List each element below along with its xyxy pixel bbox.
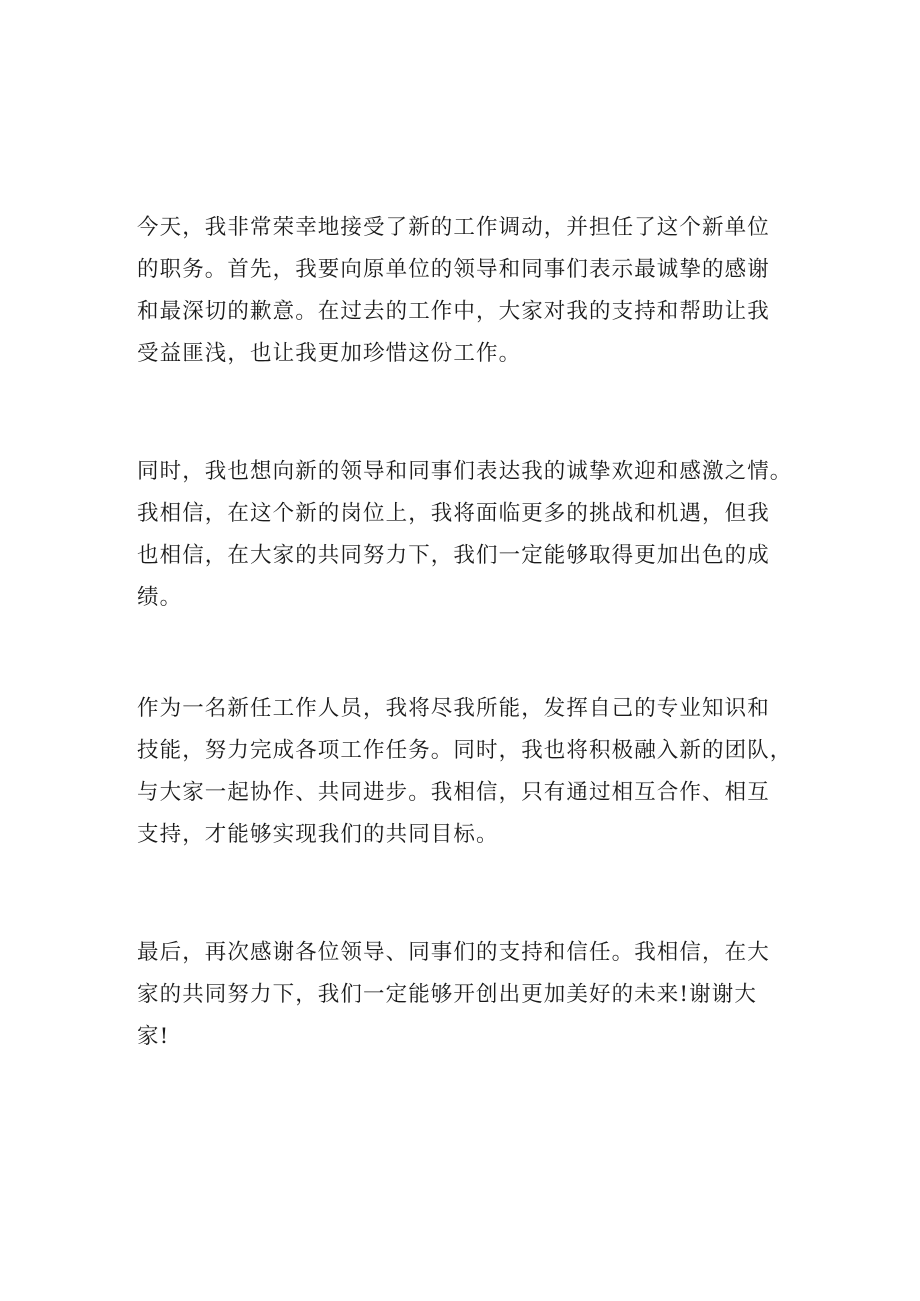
paragraph-line: 家!: [137, 1024, 170, 1049]
paragraph-line: 同时，我也想向新的领导和同事们表达我的诚挚欢迎和感激之情。: [137, 459, 793, 484]
paragraph-line: 作为一名新任工作人员，我将尽我所能，发挥自己的专业知识和: [137, 696, 770, 721]
paragraph-4: [137, 932, 797, 1058]
paragraph-line: 绩。: [137, 585, 183, 610]
paragraph-line: 受益匪浅，也让我更加珍惜这份工作。: [137, 341, 522, 366]
paragraph-line: 支持，才能够实现我们的共同目标。: [137, 822, 499, 847]
paragraph-line: 与大家一起协作、共同进步。我相信，只有通过相互合作、相互: [137, 780, 770, 805]
paragraph-line: 和最深切的歉意。在过去的工作中，大家对我的支持和帮助让我: [137, 299, 770, 324]
paragraph-line: 技能，努力完成各项工作任务。同时，我也将积极融入新的团队，: [137, 738, 793, 763]
paragraph-line: 最后，再次感谢各位领导、同事们的支持和信任。我相信，在大: [137, 940, 770, 965]
paragraph-line: 的职务。首先，我要向原单位的领导和同事们表示最诚挚的感谢: [137, 257, 770, 282]
paragraph-line: 我相信，在这个新的岗位上，我将面临更多的挑战和机遇，但我: [137, 501, 770, 526]
paragraph-1: [137, 207, 797, 375]
paragraph-line: 今天，我非常荣幸地接受了新的工作调动，并担任了这个新单位: [137, 215, 770, 240]
paragraph-line: 家的共同努力下，我们一定能够开创出更加美好的未来!谢谢大: [137, 982, 757, 1007]
paragraph-3: [137, 688, 797, 856]
paragraph-line: 也相信，在大家的共同努力下，我们一定能够取得更加出色的成: [137, 543, 770, 568]
paragraph-2: [137, 451, 797, 619]
